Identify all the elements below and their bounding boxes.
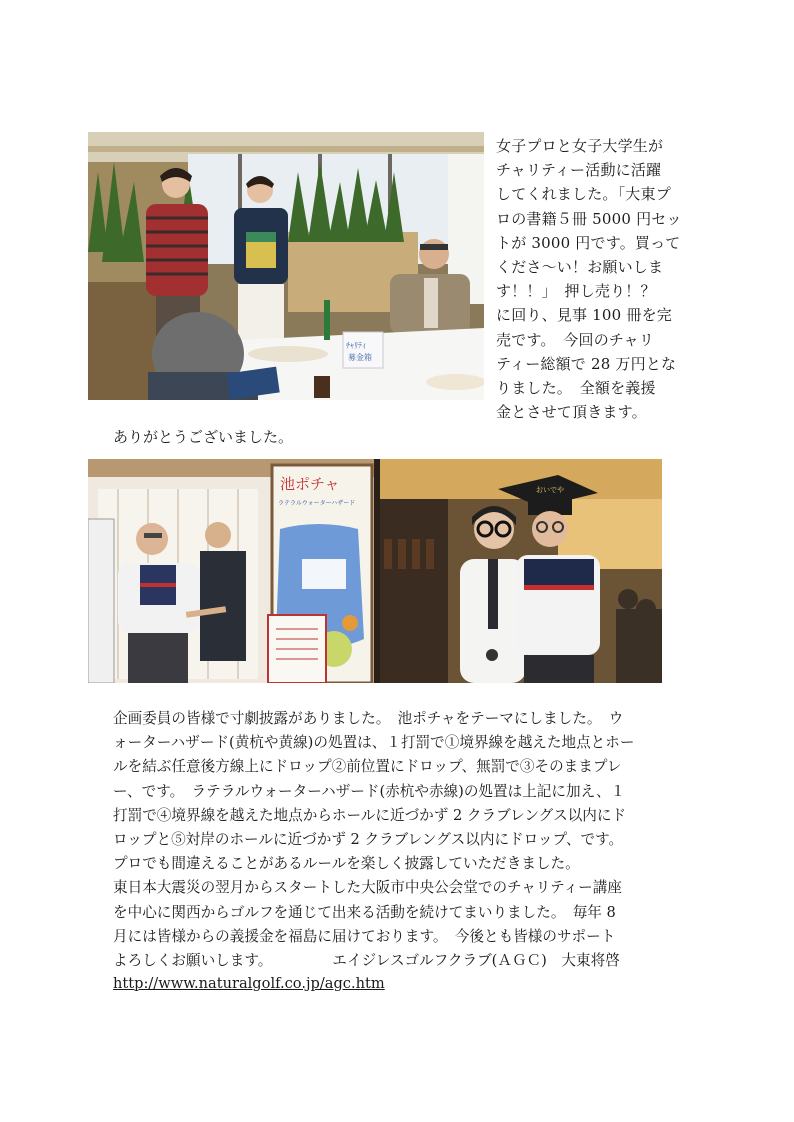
side-line: す！！」 押し売り！？ bbox=[496, 282, 656, 301]
side-line: チャリティー活動に活躍 bbox=[496, 161, 662, 180]
signature: エイジレスゴルフクラブ(ＡＧＣ) 大東将啓 bbox=[332, 952, 620, 970]
side-line: に回り、見事 100 冊を完 bbox=[496, 306, 672, 325]
hat-text: おいでや bbox=[536, 486, 564, 494]
side-line: くださ～い！お願いしま bbox=[496, 258, 664, 277]
thanks-line: ありがとうございました。 bbox=[113, 428, 294, 446]
body-line: 打罰で④境界線を越えた地点からホールに近づかず 2 クラブレングス以内にド bbox=[113, 806, 627, 824]
charity-description bbox=[496, 134, 696, 424]
side-line: ティー総額で 28 万円とな bbox=[496, 354, 677, 373]
side-line: りました。 全額を義援 bbox=[496, 379, 656, 398]
closing-text: よろしくお願いします。 bbox=[113, 952, 273, 970]
skit-photo bbox=[88, 459, 662, 683]
body-line: を中心に関西からゴルフを通じて出来る活動を続けてまいりました。 毎年 8 bbox=[113, 903, 616, 921]
side-line: ロの書籍５冊 5000 円セッ bbox=[496, 209, 682, 228]
svg-text:募金箱: 募金箱 bbox=[348, 353, 372, 362]
body-line: ロップと⑤対岸のホールに近づかず 2 クラブレングス以内にドロップ、です。 bbox=[113, 831, 624, 849]
charity-sale-photo bbox=[88, 132, 484, 400]
sign-subtitle: ラテラルウォーターハザード bbox=[278, 500, 356, 507]
skit-description bbox=[113, 707, 683, 973]
body-line: 月には皆様からの義援金を福島に届けております。 今後とも皆様のサポート bbox=[113, 927, 616, 945]
body-line: ォーターハザード(黄杭や黄線)の処置は、１打罰で①境界線を越えた地点とホー bbox=[113, 734, 635, 752]
side-line: トが 3000 円です。買って bbox=[496, 233, 681, 252]
body-line: ルを結ぶ任意後方線上にドロップ②前位置にドロップ、無罰で③そのままプレ bbox=[113, 758, 622, 776]
closing-line bbox=[113, 949, 683, 973]
side-line: 売です。 今回のチャリ bbox=[496, 330, 655, 349]
side-line: 女子プロと女子大学生が bbox=[496, 137, 664, 155]
body-line: 企画委員の皆様で寸劇披露がありました。 池ポチャをテーマにしました。 ウ bbox=[113, 710, 624, 727]
side-line: 金とさせて頂きます。 bbox=[496, 403, 647, 422]
body-line: 東日本大震災の翌月からスタートした大阪市中央公会堂でのチャリティー講座 bbox=[113, 879, 622, 897]
body-line: ー、です。 ラテラルウォーターハザード(赤杭や赤線)の処置は上記に加え、１ bbox=[113, 782, 626, 800]
side-line: してくれました。「大東プ bbox=[496, 185, 671, 204]
sign-title: 池ポチャ bbox=[280, 475, 340, 493]
club-website-link[interactable]: http://www.naturalgolf.co.jp/agc.htm bbox=[113, 975, 385, 992]
body-line: プロでも間違えることがあるルールを楽しく披露していただきました。 bbox=[113, 855, 580, 873]
svg-text:ﾁｬﾘﾃｨ: ﾁｬﾘﾃｨ bbox=[346, 341, 366, 350]
